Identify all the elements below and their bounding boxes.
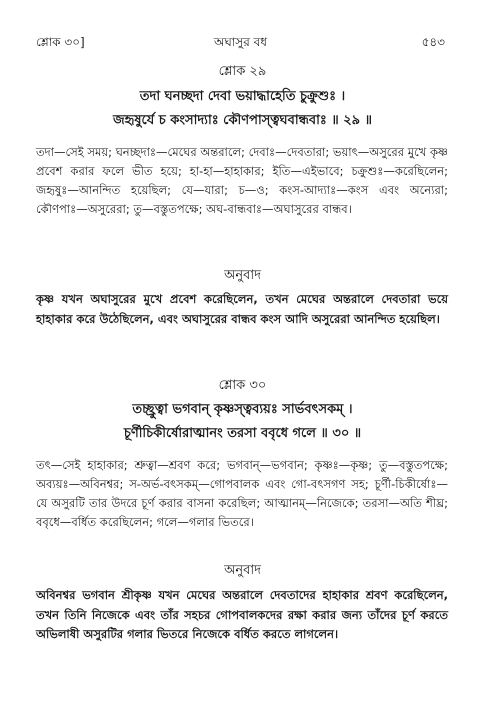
synonyms-paragraph: তৎ—সেই হাহাকার; শ্রুত্বা—শ্রবণ করে; ভগবান্—ভগবান; কৃষ্ণঃ—কৃষ্ণ; তু—বস্তুতপক্ষে; অব্যয়ঃ—অবিনশ্বর; স-অর্ভ-বৎসকম্—গোপবালক এবং গো-বৎসগণ সহ; চূর্ণী-চিকীর্ষোঃ—যে অসুরটি তার উদরে চূর্ণ করার বাসনা করেছিল; আত্মানম্—নিজেকে; তরসা—অতি শীঘ্র; ববৃধে—বর্ধিত করেছিলেন; গলে—গলার ভিতরে। (36, 458, 448, 529)
translation-paragraph: কৃষ্ণ যখন অঘাসুরের মুখে প্রবেশ করেছিলেন, তখন মেঘের অন্তরালে দেবতারা ভয়ে হাহাকার করে উঠেছিলেন, এবং অঘাসুরের বান্ধব কংস আদি অসুরেরা আনন্দিত হয়েছিল। (36, 292, 448, 326)
verse-heading: শ্লোক ৩০ (218, 378, 267, 393)
sanskrit-verse-line: তদা ঘনচ্ছদা দেবা ভয়াদ্ধাহেতি চুক্রুশুঃ । (139, 89, 346, 104)
chapter-title: অঘাসুর বধ (213, 35, 268, 49)
synonyms-paragraph: তদা—সেই সময়; ঘনচ্ছদাঃ—মেঘের অন্তরালে; দেবাঃ—দেবতারা; ভয়াৎ—অসুরের মুখে কৃষ্ণ প্রবেশ করার ফলে ভীত হয়ে; হা-হা—হাহাকার; ইতি—এইভাবে; চক্রুশুঃ—করেছিলেন; জহৃষুঃ—আনন্দিত হয়েছিল; যে—যারা; চ—ও; কংস-আদ্যাঃ—কংস এবং অন্যেরা; কৌণপাঃ—অসুরেরা; তু—বস্তুতপক্ষে; অঘ-বান্ধবাঃ—অঘাসুরের বান্ধব। (36, 145, 448, 216)
sanskrit-verse-line: তচ্ছ্রুত্বা ভগবান্ কৃষ্ণস্ত্বব্যয়ঃ সার্ভবৎসকম্ । (132, 402, 353, 417)
translation-heading: অনুবাদ (224, 268, 261, 283)
translation-heading: অনুবাদ (224, 563, 261, 578)
page-number: ৫৪৩ (421, 35, 445, 49)
chapter-verse-ref: শ্লোক ৩০] (36, 35, 85, 49)
translation-paragraph: অবিনশ্বর ভগবান শ্রীকৃষ্ণ যখন মেঘের অন্তরালে দেবতাদের হাহাকার শ্রবণ করেছিলেন, তখন তিনি নিজেকে এবং তাঁর সহচর গোপবালকদের রক্ষা করার জন্য তাঁদের চূর্ণ করতে অভিলাষী অসুরটির গলার ভিতরে নিজেকে বর্ধিত করতে লাগলেন। (36, 588, 448, 641)
verse-heading: শ্লোক ২৯ (218, 64, 267, 79)
running-head (36, 34, 445, 52)
sanskrit-verse-line: জহৃষুর্যে চ কংসাদ্যাঃ কৌণপাস্ত্বঘবান্ধবাঃ ॥ ২৯ ॥ (113, 113, 372, 128)
sanskrit-verse-line: চূর্ণীচিকীর্ষোরাত্মানং তরসা ববৃধে গলে ॥ ৩০ ॥ (123, 426, 362, 441)
